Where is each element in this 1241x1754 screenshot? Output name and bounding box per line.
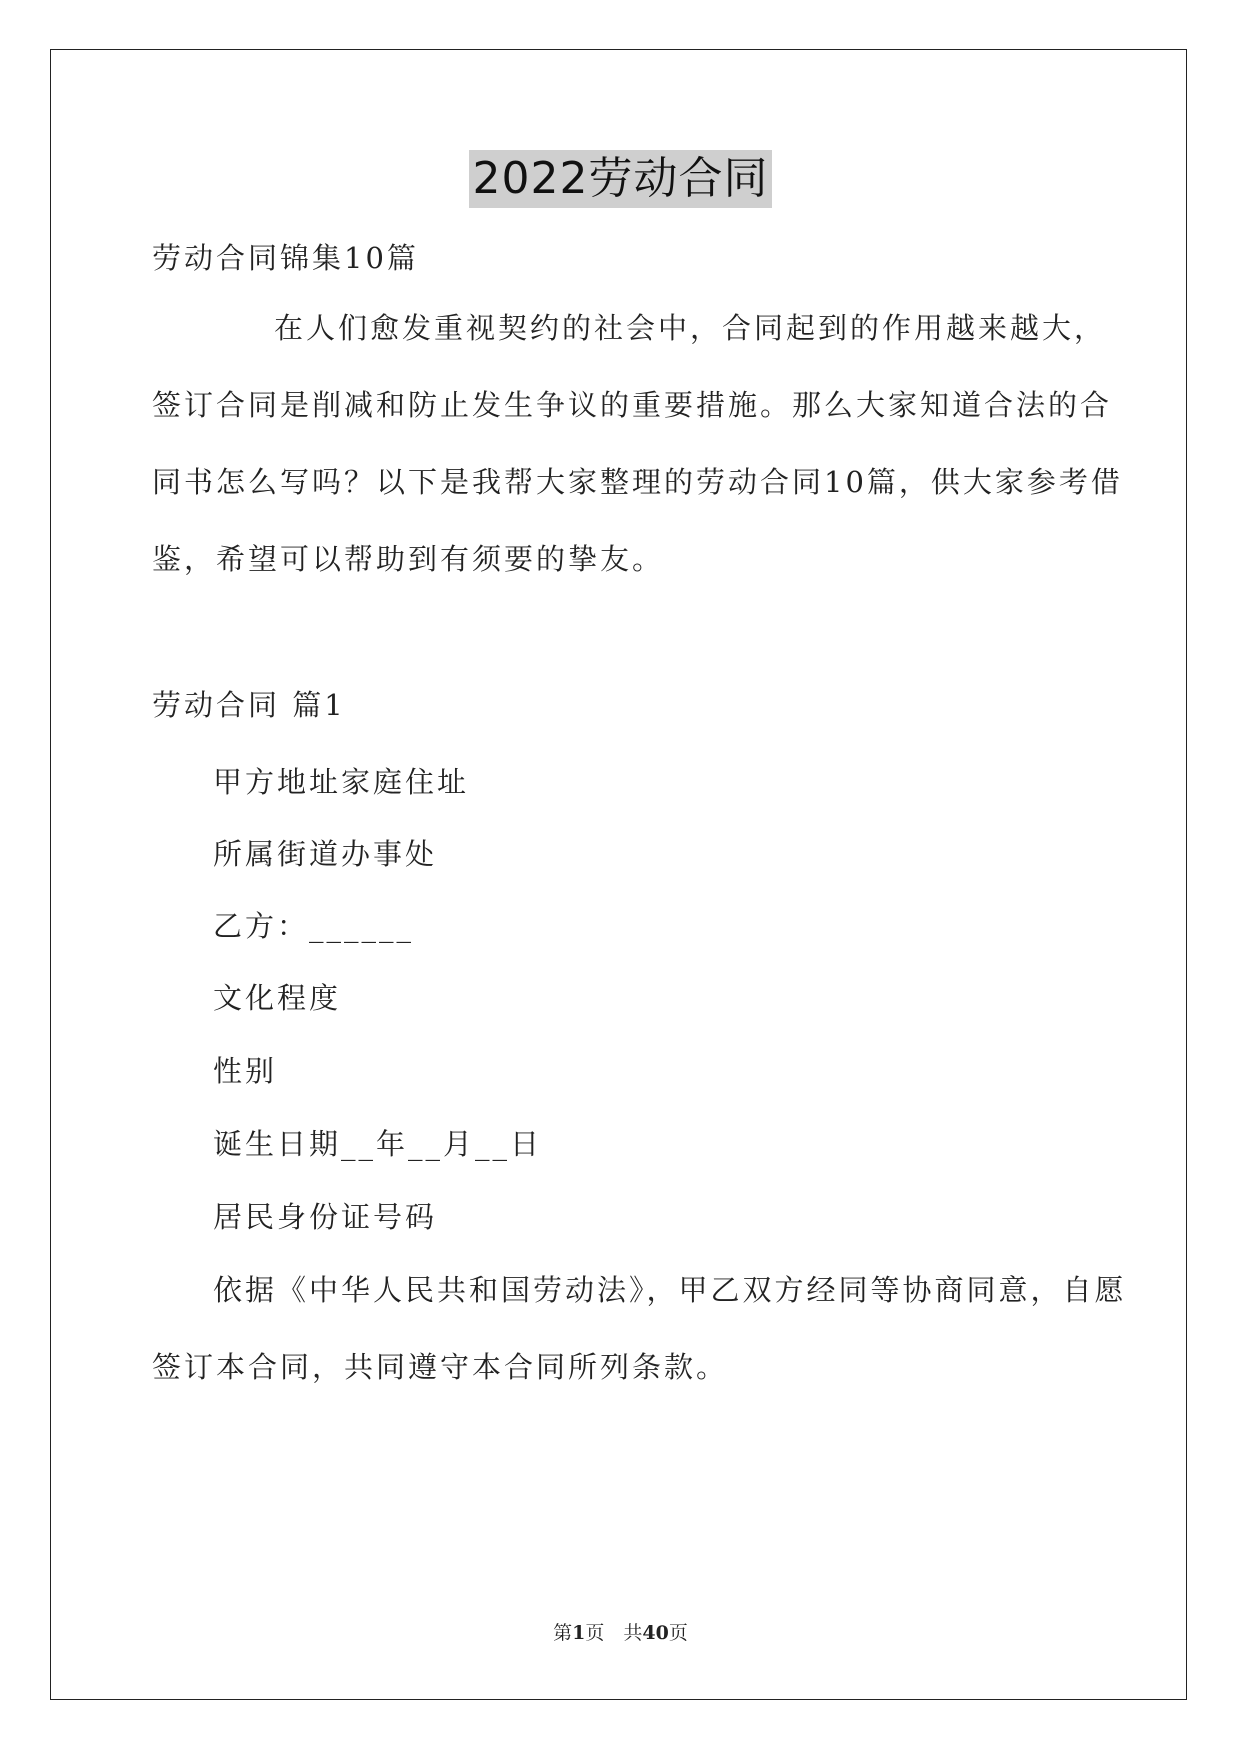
footer-total-pages: 40 <box>642 1622 669 1644</box>
footer-page-number: 1 <box>572 1622 586 1644</box>
field-gender: 性别 <box>213 1054 278 1088</box>
title-container <box>0 150 1241 208</box>
intro-line-2: 签订合同是削减和防止发生争议的重要措施。那么大家知道合法的合 <box>152 388 1113 422</box>
field-birth-date: 诞生日期__年__月__日 <box>213 1127 543 1161</box>
field-party-b: 乙方：______ <box>213 909 415 943</box>
document-subtitle: 劳动合同锦集10篇 <box>152 241 419 275</box>
intro-line-1: 在人们愈发重视契约的社会中，合同起到的作用越来越大， <box>274 311 1107 345</box>
clause-line-1: 依据《中华人民共和国劳动法》，甲乙双方经同等协商同意，自愿 <box>213 1273 1127 1307</box>
field-street-office: 所属街道办事处 <box>213 837 438 871</box>
intro-line-3: 同书怎么写吗？以下是我帮大家整理的劳动合同10篇，供大家参考借 <box>152 465 1123 499</box>
section-heading: 劳动合同 篇1 <box>152 688 346 722</box>
footer-page-prefix: 第 <box>553 1622 573 1644</box>
footer-page-suffix: 页 <box>668 1622 688 1644</box>
intro-line-4: 鉴，希望可以帮助到有须要的挚友。 <box>152 542 665 576</box>
field-education: 文化程度 <box>213 981 342 1015</box>
page-footer <box>0 1618 1241 1645</box>
footer-page-mid: 页 共 <box>585 1622 643 1644</box>
page-border <box>50 49 1187 1700</box>
field-party-a-address: 甲方地址家庭住址 <box>213 765 470 799</box>
field-id-number: 居民身份证号码 <box>213 1200 438 1234</box>
document-title: 2022劳动合同 <box>469 150 773 208</box>
clause-line-2: 签订本合同，共同遵守本合同所列条款。 <box>152 1350 729 1384</box>
